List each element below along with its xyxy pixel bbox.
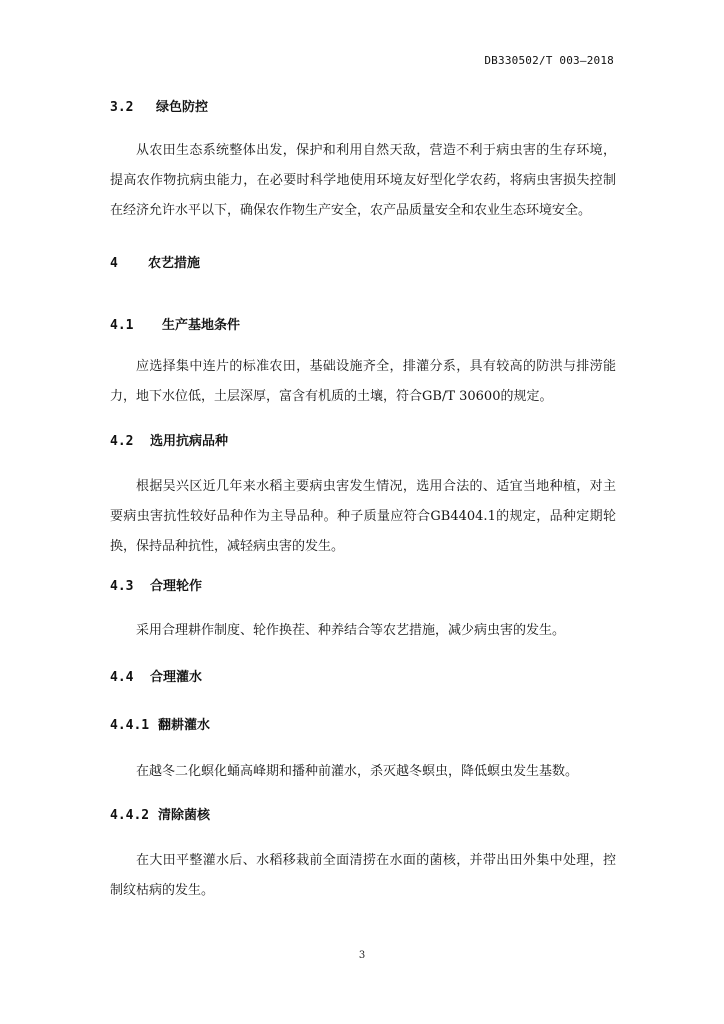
- heading-3-2: [110, 96, 208, 115]
- heading-number: 4: [110, 256, 118, 271]
- paragraph-4-2: 根据吴兴区近几年来水稻主要病虫害发生情况，选用合法的、适宜当地种植，对主要病虫害抗性较好品种作为主导品种。种子质量应符合GB4404.1的规定，品种定期轮换，保持品种抗性，减轻病虫害的发生。: [110, 479, 616, 554]
- heading-4-1: [110, 314, 240, 333]
- paragraph-4-4-2: 在大田平整灌水后、水稻移栽前全面清捞在水面的菌核，并带出田外集中处理，控制纹枯病的发生。: [110, 853, 616, 898]
- paragraph-4-4-1: 在越冬二化螟化蛹高峰期和播种前灌水，杀灭越冬螟虫，降低螟虫发生基数。: [136, 764, 579, 779]
- heading-4-4-2: [110, 804, 210, 823]
- heading-4: [110, 252, 200, 271]
- heading-number: 4.1: [110, 318, 134, 333]
- paragraph-3-2: 从农田生态系统整体出发，保护和利用自然天敌，营造不利于病虫害的生存环境，提高农作物抗病虫能力，在必要时科学地使用环境友好型化学农药，将病虫害损失控制在经济允许水平以下，确保农作物生产安全，农产品质量安全和农业生态环境安全。: [110, 143, 616, 218]
- heading-title: 生产基地条件: [162, 318, 241, 333]
- document-code: DB330502/T 003—2018: [484, 54, 614, 67]
- heading-4-3: [110, 575, 202, 594]
- heading-title: 选用抗病品种: [150, 434, 229, 449]
- paragraph-4-1: 应选择集中连片的标准农田，基础设施齐全，排灌分系，具有较高的防洪与排涝能力，地下水位低，土层深厚，富含有机质的土壤，符合GB/T 30600的规定。: [110, 359, 616, 404]
- heading-number: 3.2: [110, 100, 134, 115]
- heading-title: 清除菌核: [158, 808, 211, 823]
- page-number: 3: [358, 950, 366, 961]
- heading-number: 4.4.1: [110, 718, 150, 733]
- heading-title: 合理灌水: [150, 670, 203, 685]
- heading-number: 4.2: [110, 434, 134, 449]
- heading-title: 翻耕灌水: [158, 718, 211, 733]
- heading-title: 绿色防控: [156, 100, 209, 115]
- heading-title: 农艺措施: [148, 256, 201, 271]
- heading-4-4: [110, 666, 202, 685]
- heading-number: 4.4: [110, 670, 134, 685]
- heading-4-4-1: [110, 714, 210, 733]
- heading-title: 合理轮作: [150, 579, 203, 594]
- heading-number: 4.4.2: [110, 808, 150, 823]
- paragraph-4-3: 采用合理耕作制度、轮作换茬、种养结合等农艺措施，减少病虫害的发生。: [136, 623, 566, 638]
- heading-4-2: [110, 430, 228, 449]
- heading-number: 4.3: [110, 579, 134, 594]
